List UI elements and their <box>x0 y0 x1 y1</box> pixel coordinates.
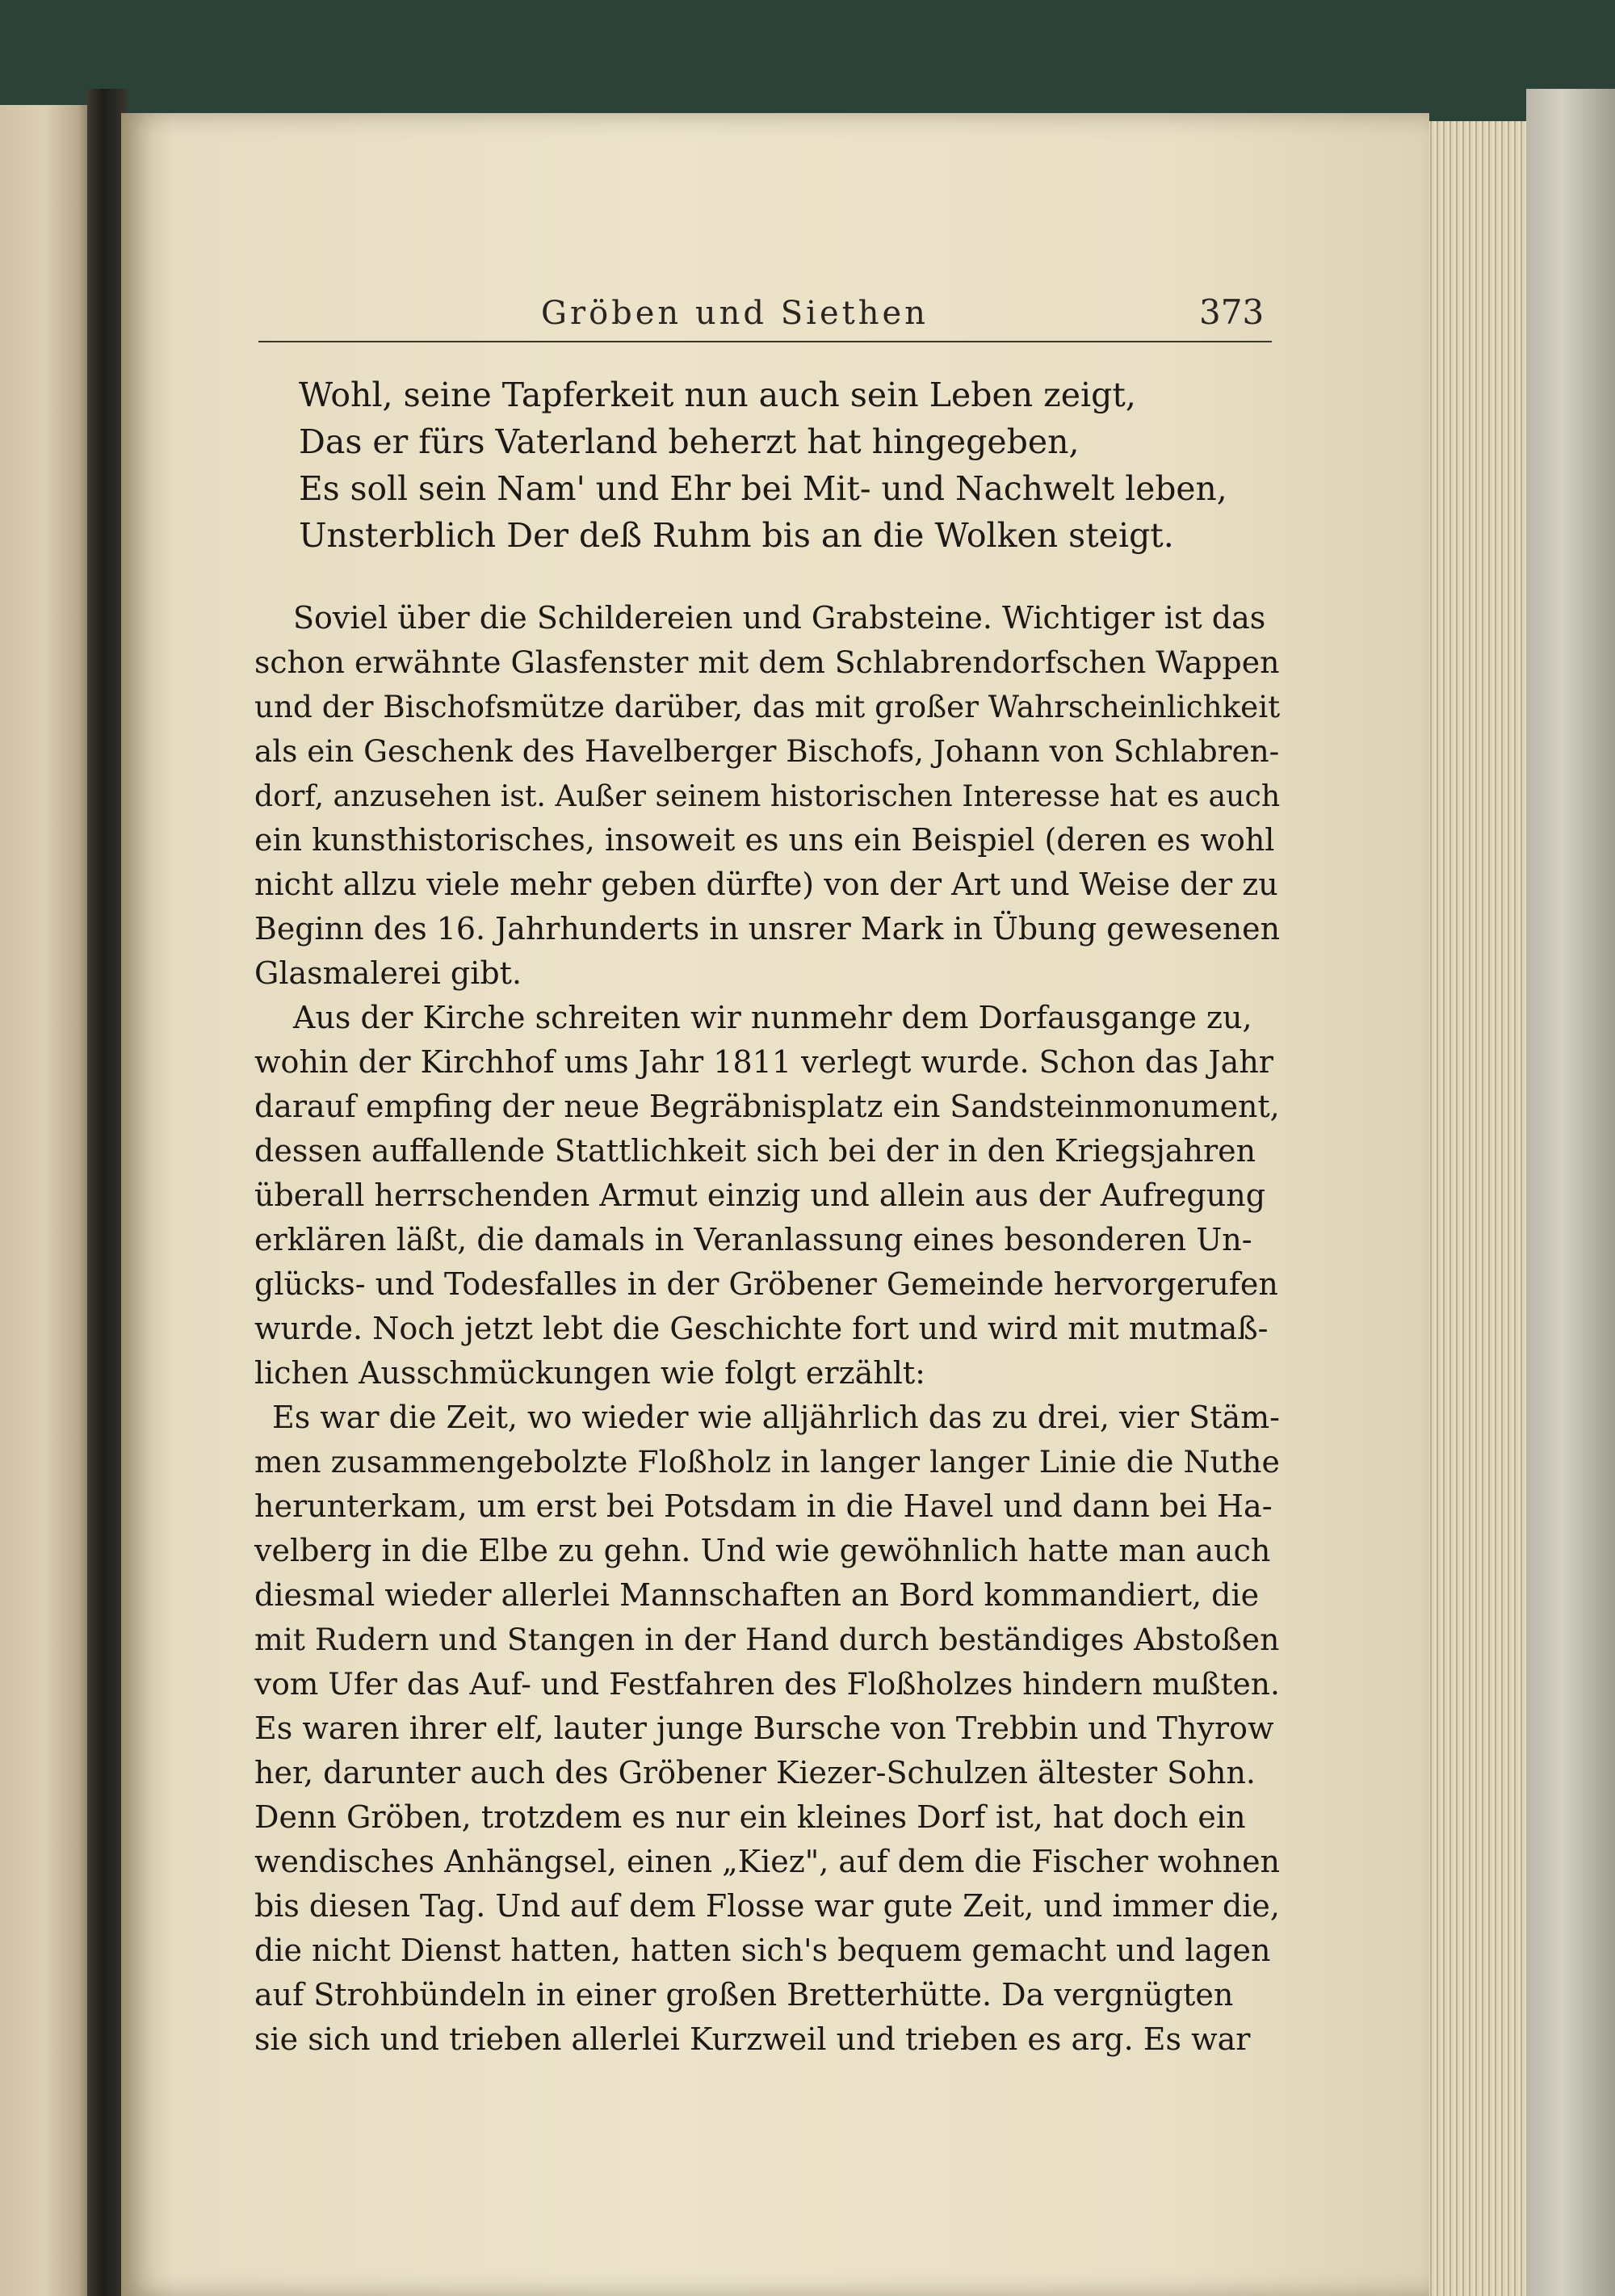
text-line: dessen auffallende Stattlichkeit sich bei der in den Kriegsjahren <box>254 1133 1256 1169</box>
text-line: velberg in die Elbe zu gehn. Und wie gewöhnlich hatte man auch <box>254 1533 1271 1568</box>
header-rule <box>258 341 1272 342</box>
text-line: und der Bischofsmütze darüber, das mit großer Wahrscheinlichkeit <box>254 689 1281 724</box>
poem-line: Das er fürs Vaterland beherzt hat hingegeben, <box>299 422 1080 461</box>
running-head-title: Gröben und Siethen <box>541 295 929 332</box>
text-line: Es war die Zeit, wo wieder wie alljährlich das zu drei, vier Stäm- <box>272 1400 1280 1435</box>
body-text <box>254 596 1280 2062</box>
text-line: erklären läßt, die damals in Veranlassung eines besonderen Un- <box>254 1222 1252 1257</box>
text-line: die nicht Dienst hatten, hatten sich's bequem gemacht und lagen <box>254 1933 1271 1968</box>
poem-stanza <box>299 371 1227 559</box>
text-line: vom Ufer das Auf- und Festfahren des Floßholzes hindern mußten. <box>254 1666 1280 1702</box>
text-line: dorf, anzusehen ist. Außer seinem historischen Interesse hat es auch <box>254 779 1281 813</box>
text-line: nicht allzu viele mehr geben dürfte) von der Art und Weise der zu <box>254 867 1278 902</box>
text-line: lichen Ausschmückungen wie folgt erzählt: <box>254 1355 925 1391</box>
text-line: men zusammengebolzte Floßholz in langer langer Linie die Nuthe <box>254 1444 1280 1480</box>
text-line: darauf empfing der neue Begräbnisplatz ein Sandsteinmonument, <box>254 1089 1280 1124</box>
poem-line: Es soll sein Nam' und Ehr bei Mit- und Nachwelt leben, <box>299 469 1227 508</box>
text-line: überall herrschenden Armut einzig und allein aus der Aufregung <box>254 1177 1266 1213</box>
book-cover-edge <box>1526 89 1615 2296</box>
text-line: Denn Gröben, trotzdem es nur ein kleines Dorf ist, hat doch ein <box>254 1799 1246 1835</box>
text-line: diesmal wieder allerlei Mannschaften an Bord kommandiert, die <box>254 1577 1260 1613</box>
text-line: wohin der Kirchhof ums Jahr 1811 verlegt wurde. Schon das Jahr <box>254 1044 1273 1080</box>
text-line: herunterkam, um erst bei Potsdam in die Havel und dann bei Ha- <box>254 1488 1273 1524</box>
text-line: her, darunter auch des Gröbener Kiezer-Schulzen ältester Sohn. <box>254 1755 1256 1790</box>
text-line: Aus der Kirche schreiten wir nunmehr dem Dorfausgange zu, <box>293 1000 1252 1035</box>
text-line: bis diesen Tag. Und auf dem Flosse war gute Zeit, und immer die, <box>254 1888 1280 1924</box>
poem-line: Wohl, seine Tapferkeit nun auch sein Leben zeigt, <box>299 376 1136 414</box>
text-line: glücks- und Todesfalles in der Gröbener Gemeinde hervorgerufen <box>254 1266 1278 1302</box>
poem-line: Unsterblich Der deß Ruhm bis an die Wolken steigt. <box>299 516 1174 555</box>
page-number: 373 <box>1199 292 1265 332</box>
text-line: sie sich und trieben allerlei Kurzweil und trieben es arg. Es war <box>254 2021 1251 2057</box>
text-line: Soviel über die Schildereien und Grabsteine. Wichtiger ist das <box>293 600 1266 636</box>
text-line: Glasmalerei gibt. <box>254 955 522 991</box>
book-page <box>121 113 1429 2296</box>
text-line: mit Rudern und Stangen in der Hand durch beständiges Abstoßen <box>254 1622 1280 1657</box>
text-line: Es waren ihrer elf, lauter junge Bursche von Trebbin und Thyrow <box>254 1710 1274 1746</box>
text-line: wurde. Noch jetzt lebt die Geschichte fort und wird mit mutmaß- <box>254 1311 1269 1346</box>
text-line: Beginn des 16. Jahrhunderts in unsrer Mark in Übung gewesenen <box>254 911 1281 947</box>
text-line: als ein Geschenk des Havelberger Bischofs, Johann von Schlabren- <box>254 733 1280 769</box>
text-line: ein kunsthistorisches, insoweit es uns ein Beispiel (deren es wohl <box>254 822 1275 858</box>
text-line: schon erwähnte Glasfenster mit dem Schlabrendorfschen Wappen <box>254 644 1280 680</box>
page-edges <box>1421 121 1534 2296</box>
left-facing-page <box>0 105 97 2296</box>
text-line: auf Strohbündeln in einer großen Bretterhütte. Da vergnügten <box>254 1977 1234 2013</box>
text-line: wendisches Anhängsel, einen „Kiez", auf dem die Fischer wohnen <box>254 1844 1280 1879</box>
